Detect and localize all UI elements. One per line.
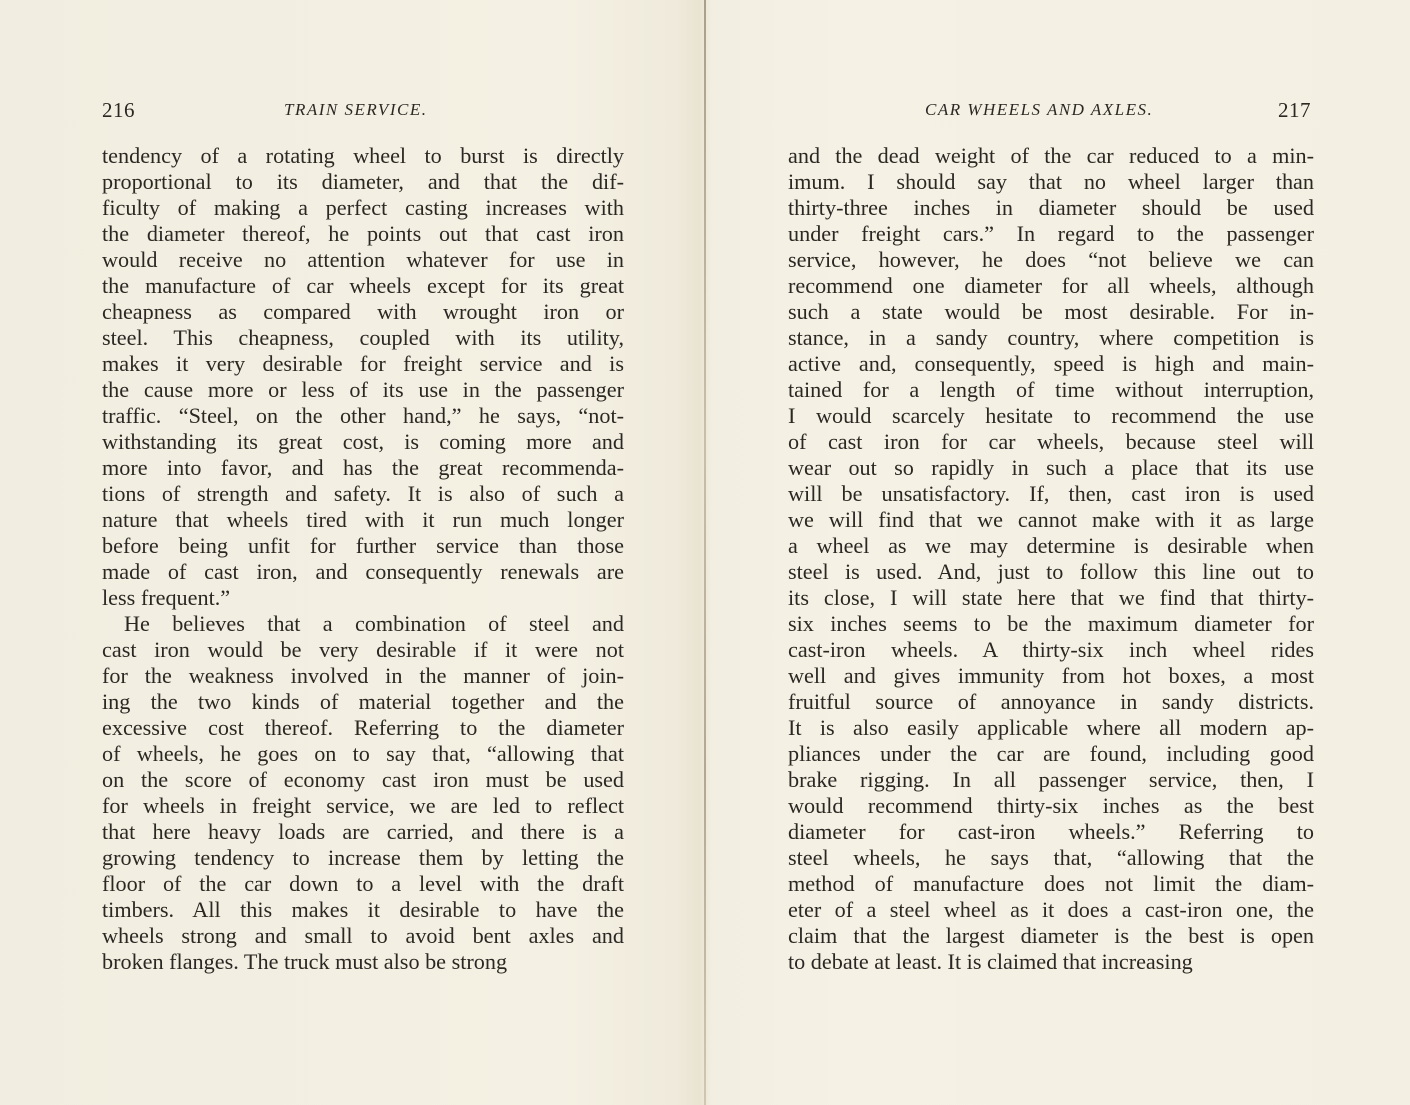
text-line: withstanding its great cost, is coming more and <box>102 429 624 454</box>
text-line: stance, in a sandy country, where competition is <box>788 325 1314 350</box>
text-line: pliances under the car are found, including good <box>788 741 1314 766</box>
text-line: fruitful source of annoyance in sandy districts. <box>788 689 1314 714</box>
running-head: TRAIN SERVICE. <box>284 100 428 119</box>
text-line: floor of the car down to a level with the draft <box>102 871 624 896</box>
text-line: tained for a length of time without interruption, <box>788 377 1314 402</box>
text-line: service, however, he does “not believe we can <box>788 247 1314 272</box>
text-line: under freight cars.” In regard to the passenger <box>788 221 1314 246</box>
text-line: would receive no attention whatever for use in <box>102 247 624 272</box>
text-line: ficulty of making a perfect casting increases with <box>102 195 624 220</box>
text-line: diameter for cast-iron wheels.” Referring to <box>788 819 1314 844</box>
text-line: on the score of economy cast iron must be used <box>102 767 624 792</box>
text-line: steel is used. And, just to follow this line out to <box>788 559 1314 584</box>
text-line: and the dead weight of the car reduced to a min- <box>788 143 1314 168</box>
text-line: the manufacture of car wheels except for its great <box>102 273 624 298</box>
text-line: He believes that a combination of steel and <box>124 611 624 636</box>
text-line: the cause more or less of its use in the passenger <box>102 377 624 402</box>
text-line: nature that wheels tired with it run much longer <box>102 507 624 532</box>
text-line: its close, I will state here that we find that thirty- <box>788 585 1314 610</box>
text-line: eter of a steel wheel as it does a cast-iron one, the <box>788 897 1314 922</box>
text-line: would recommend thirty-six inches as the best <box>788 793 1314 818</box>
text-line: will be unsatisfactory. If, then, cast iron is used <box>788 481 1314 506</box>
text-line: wheels strong and small to avoid bent axles and <box>102 923 624 948</box>
text-line: the diameter thereof, he points out that cast iron <box>102 221 624 246</box>
text-line: method of manufacture does not limit the diam- <box>788 871 1314 896</box>
page-number: 217 <box>1278 98 1311 122</box>
text-line: less frequent.” <box>102 585 231 610</box>
text-line: more into favor, and has the great recommenda- <box>102 455 624 480</box>
text-line: to debate at least. It is claimed that increasing <box>788 949 1193 974</box>
text-line: It is also easily applicable where all modern ap- <box>788 715 1314 740</box>
text-line: imum. I should say that no wheel larger than <box>788 169 1314 194</box>
text-line: proportional to its diameter, and that the dif- <box>102 169 624 194</box>
text-line: brake rigging. In all passenger service, then, I <box>788 767 1314 792</box>
text-line: we will find that we cannot make with it as large <box>788 507 1314 532</box>
text-line: made of cast iron, and consequently renewals are <box>102 559 624 584</box>
text-line: steel. This cheapness, coupled with its utility, <box>102 325 624 350</box>
text-line: thirty-three inches in diameter should be used <box>788 195 1314 220</box>
text-line: excessive cost thereof. Referring to the diameter <box>102 715 624 740</box>
text-line: a wheel as we may determine is desirable when <box>788 533 1314 558</box>
text-line: recommend one diameter for all wheels, although <box>788 273 1314 298</box>
left-page-body <box>102 143 624 975</box>
text-line: cast-iron wheels. A thirty-six inch wheel rides <box>788 637 1314 662</box>
running-head: CAR WHEELS AND AXLES. <box>925 100 1154 119</box>
text-line: for the weakness involved in the manner of join- <box>102 663 624 688</box>
text-line: growing tendency to increase them by letting the <box>102 845 624 870</box>
text-line: of cast iron for car wheels, because steel will <box>788 429 1314 454</box>
text-line: wear out so rapidly in such a place that its use <box>788 455 1314 480</box>
text-line: active and, consequently, speed is high and main- <box>788 351 1314 376</box>
text-line: such a state would be most desirable. For in- <box>788 299 1314 324</box>
text-line: broken flanges. The truck must also be strong <box>102 949 508 974</box>
text-line: ing the two kinds of material together and the <box>102 689 624 714</box>
right-page <box>706 0 1410 1105</box>
text-line: before being unfit for further service than those <box>102 533 624 558</box>
text-line: tendency of a rotating wheel to burst is directly <box>102 143 624 168</box>
page-number: 216 <box>102 98 135 122</box>
text-line: of wheels, he goes on to say that, “allowing that <box>102 741 624 766</box>
text-line: that here heavy loads are carried, and there is a <box>102 819 624 844</box>
text-line: tions of strength and safety. It is also of such a <box>102 481 624 506</box>
text-line: claim that the largest diameter is the best is open <box>788 923 1314 948</box>
text-line: cheapness as compared with wrought iron or <box>102 299 624 324</box>
right-page-body <box>788 143 1314 975</box>
text-line: I would scarcely hesitate to recommend the use <box>788 403 1314 428</box>
text-line: traffic. “Steel, on the other hand,” he says, “not- <box>102 403 624 428</box>
text-line: six inches seems to be the maximum diameter for <box>788 611 1314 636</box>
text-line: timbers. All this makes it desirable to have the <box>102 897 624 922</box>
text-line: cast iron would be very desirable if it were not <box>102 637 624 662</box>
text-line: steel wheels, he says that, “allowing that the <box>788 845 1314 870</box>
text-line: for wheels in freight service, we are led to reflect <box>102 793 624 818</box>
text-line: well and gives immunity from hot boxes, a most <box>788 663 1314 688</box>
text-line: makes it very desirable for freight service and is <box>102 351 624 376</box>
left-page <box>0 0 704 1105</box>
